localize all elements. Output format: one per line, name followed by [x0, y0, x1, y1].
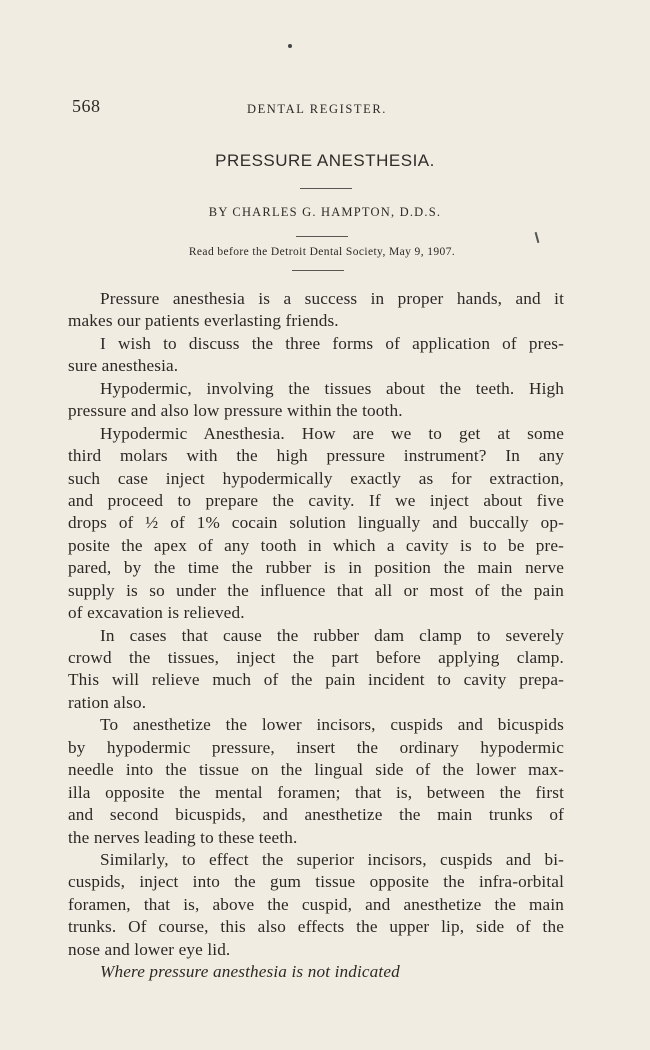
body-line: foramen, that is, above the cuspid, and anesthetize the main	[68, 894, 564, 914]
body-line: pared, by the time the rubber is in position the main nerve	[68, 558, 564, 578]
running-head: DENTAL REGISTER.	[246, 102, 388, 116]
body-line: drops of ½ of 1% cocain solution lingually and buccally op-	[68, 513, 564, 533]
read-note: Read before the Detroit Dental Society, May 9, 1907.	[188, 246, 456, 258]
body-line: and second bicuspids, and anesthetize the main trunks of	[68, 805, 564, 825]
body-line: ration also.	[68, 692, 147, 712]
body-line: makes our patients everlasting friends.	[68, 311, 339, 331]
body-line: illa opposite the mental foramen; that is, between the first	[68, 782, 564, 802]
body-line-italic: Where pressure anesthesia is not indicated	[100, 962, 400, 982]
body-line: Similarly, to effect the superior incisors, cuspids and bi-	[100, 849, 564, 869]
article-body	[68, 288, 564, 984]
print-speck	[288, 44, 292, 48]
body-line: and proceed to prepare the cavity. If we inject about five	[68, 490, 564, 510]
article-title: PRESSURE ANESTHESIA.	[215, 151, 435, 170]
body-line: such case inject hypodermically exactly as for extraction,	[68, 468, 564, 488]
body-line: To anesthetize the lower incisors, cuspids and bicuspids	[100, 715, 564, 735]
body-line: third molars with the high pressure instrument? In any	[68, 446, 564, 466]
divider-rule	[296, 236, 348, 237]
body-line: sure anesthesia.	[68, 356, 179, 376]
body-line: Pressure anesthesia is a success in proper hands, and it	[100, 289, 564, 308]
page-number: 568	[72, 96, 101, 116]
body-line: by hypodermic pressure, insert the ordinary hypodermic	[68, 737, 564, 757]
body-line: Hypodermic, involving the tissues about the teeth. High	[100, 378, 564, 398]
body-line: I wish to discuss the three forms of application of pres-	[100, 333, 564, 353]
body-line: Hypodermic Anesthesia. How are we to get at some	[100, 423, 564, 443]
body-line: nose and lower eye lid.	[68, 939, 231, 959]
body-line: trunks. Of course, this also effects the upper lip, side of the	[68, 917, 564, 937]
body-line: cuspids, inject into the gum tissue opposite the infra-orbital	[68, 872, 564, 892]
body-line: the nerves leading to these teeth.	[68, 827, 298, 847]
body-line: needle into the tissue on the lingual side of the lower max-	[68, 760, 564, 780]
body-line: crowd the tissues, inject the part before applying clamp.	[68, 648, 564, 667]
page-header	[72, 96, 562, 118]
print-mark	[535, 232, 540, 243]
body-line: posite the apex of any tooth in which a cavity is to be pre-	[68, 535, 564, 555]
body-line: of excavation is relieved.	[68, 603, 245, 623]
body-line: This will relieve much of the pain incident to cavity prepa-	[68, 670, 564, 690]
body-line: In cases that cause the rubber dam clamp to severely	[100, 625, 564, 645]
divider-rule	[300, 188, 352, 189]
body-line: supply is so under the influence that all or most of the pain	[68, 580, 564, 600]
body-line: pressure and also low pressure within the tooth.	[68, 401, 403, 421]
article-byline: BY CHARLES G. HAMPTON, D.D.S.	[208, 205, 442, 219]
divider-rule	[292, 270, 344, 271]
